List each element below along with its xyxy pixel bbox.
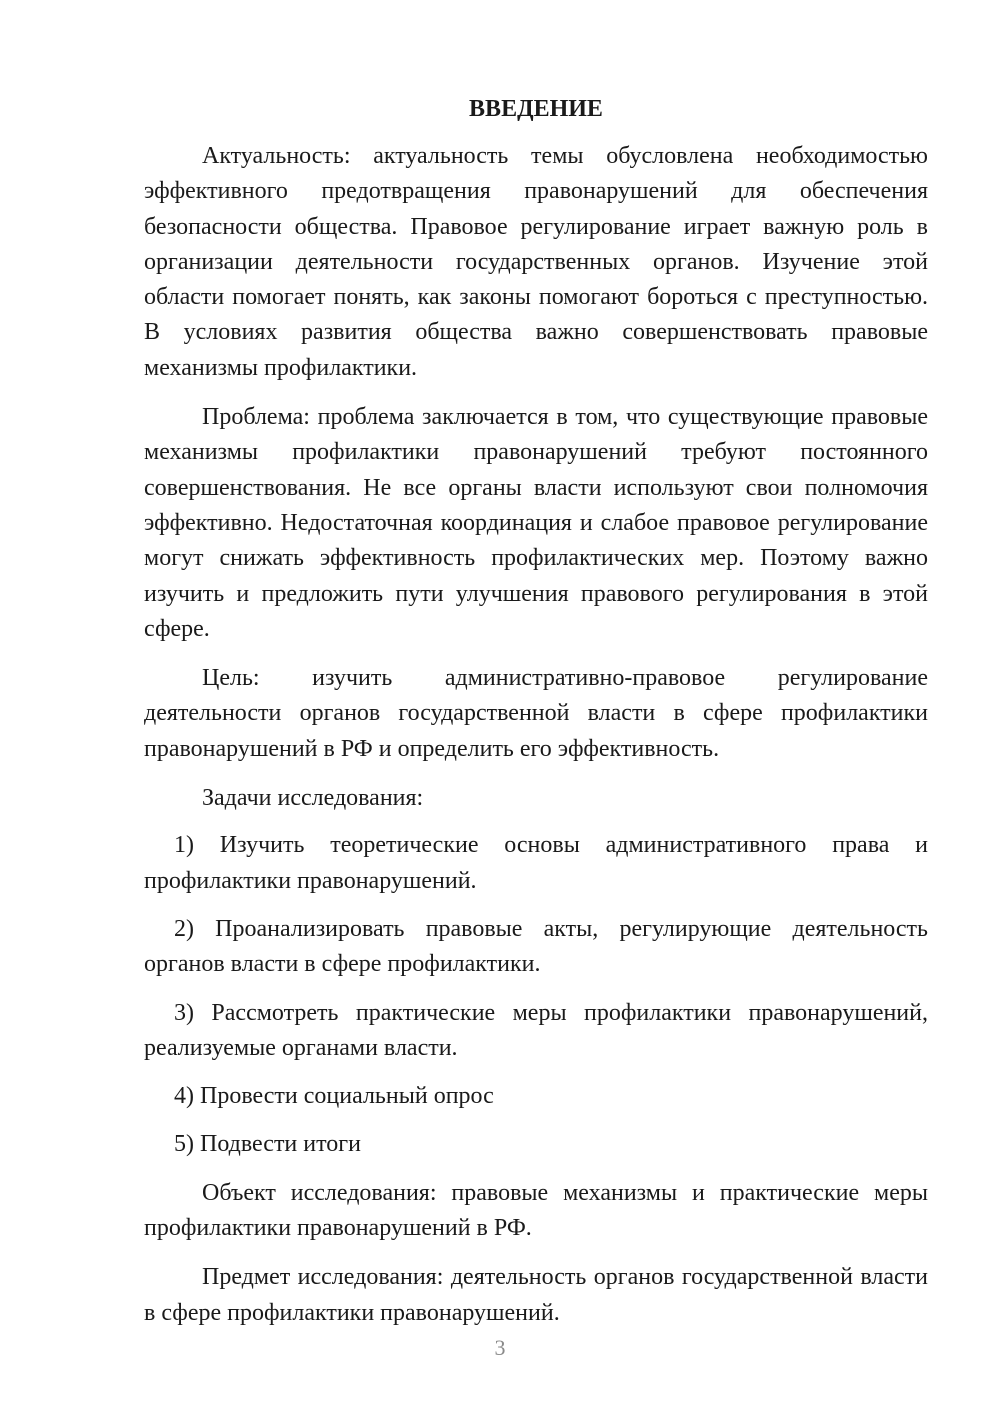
task-item-3: 3) Рассмотреть практические меры профилактики правонарушений, реализуемые органами власти.: [144, 999, 928, 1061]
relevance-paragraph: Актуальность: актуальность темы обусловлена необходимостью эффективного предотвращения правонарушений для обеспечения безопасности общества. Правовое регулирование играет важную роль в организации деятельности государственных органов. Изучение этой области помогает понять, как законы помогают бороться с преступностью. В условиях развития общества важно совершенствовать правовые механизмы профилактики.: [144, 143, 928, 381]
goal-paragraph: Цель: изучить административно-правовое регулирование деятельности органов государственной власти в сфере профилактики правонарушений в РФ и определить его эффективность.: [144, 665, 928, 762]
section-title: ВВЕДЕНИЕ: [469, 96, 603, 122]
task-item-4: 4) Провести социальный опрос: [174, 1083, 494, 1110]
object-paragraph: Объект исследования: правовые механизмы и практические меры профилактики правонарушений в РФ.: [144, 1179, 928, 1242]
tasks-heading: Задачи исследования:: [202, 785, 424, 812]
subject-paragraph: Предмет исследования: деятельность органов государственной власти в сфере профилактики правонарушений.: [144, 1264, 928, 1326]
page-content: [144, 92, 928, 1345]
page-number: 3: [494, 1335, 506, 1360]
task-item-5: 5) Подвести итоги: [174, 1131, 361, 1158]
task-item-2: 2) Проанализировать правовые акты, регулирующие деятельность органов власти в сфере профилактики.: [144, 915, 928, 978]
task-item-1: 1) Изучить теоретические основы административного права и профилактики правонарушений.: [144, 832, 928, 894]
problem-paragraph: Проблема: проблема заключается в том, что существующие правовые механизмы профилактики правонарушений требуют постоянного совершенствования. Не все органы власти используют свои полномочия эффективно. Недостаточная координация и слабое правовое регулирование могут снижать эффективность профилактических мер. Поэтому важно изучить и предложить пути улучшения правового регулирования в этой сфере.: [144, 404, 928, 642]
